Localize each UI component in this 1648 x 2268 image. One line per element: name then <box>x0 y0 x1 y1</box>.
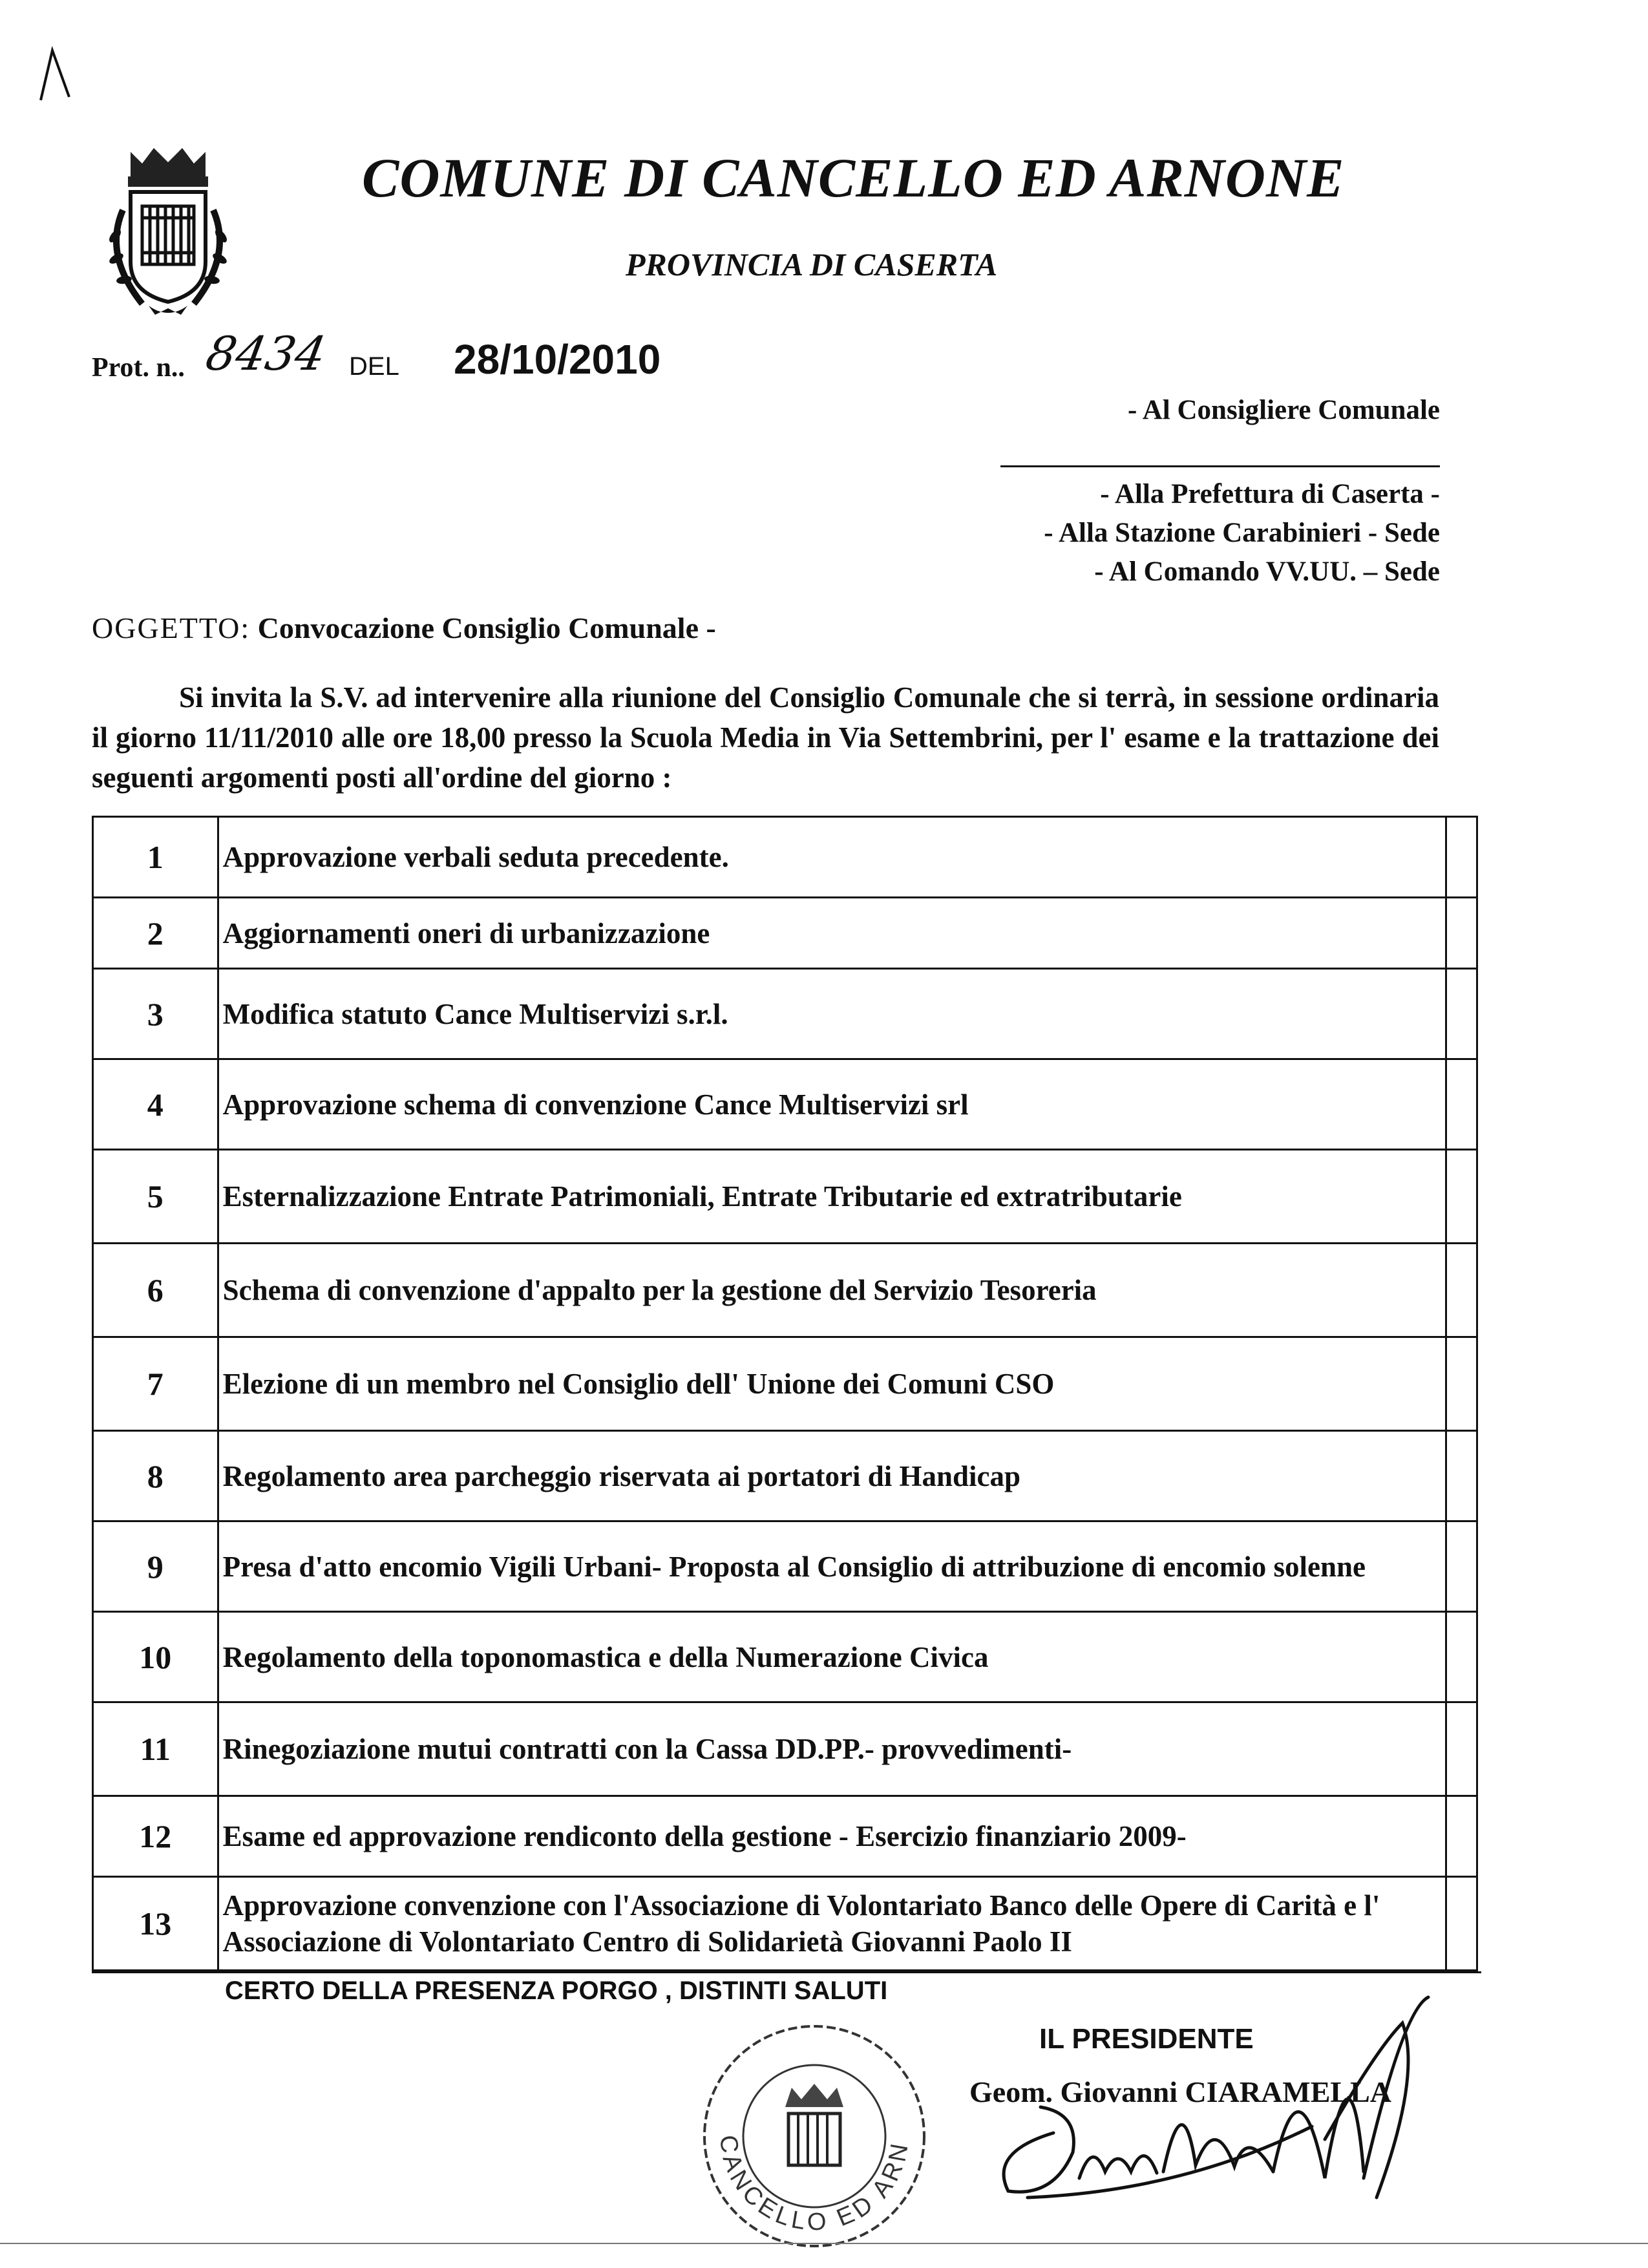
agenda-text: Presa d'atto encomio Vigili Urbani- Proposta al Consiglio di attribuzione di encomio solenne <box>218 1521 1446 1612</box>
agenda-check-cell <box>1446 1877 1477 1971</box>
municipality-title: COMUNE DI CANCELLO ED ARNONE <box>362 147 1345 209</box>
recipient-underline <box>1000 465 1440 467</box>
agenda-number: 5 <box>93 1150 218 1244</box>
agenda-text: Approvazione verbali seduta precedente. <box>218 817 1446 898</box>
recipient-councillor: - Al Consigliere Comunale <box>1128 395 1440 425</box>
stamp-text: CANCELLO ED ARN <box>714 2134 914 2236</box>
agenda-number: 8 <box>93 1431 218 1521</box>
table-row <box>93 817 1477 898</box>
recipient-prefecture: - Alla Prefettura di Caserta - <box>1100 479 1440 509</box>
agenda-check-cell <box>1446 1612 1477 1702</box>
table-bottom-rule <box>92 1971 1481 1973</box>
agenda-check-cell <box>1446 1337 1477 1431</box>
agenda-check-cell <box>1446 969 1477 1059</box>
agenda-text: Regolamento della toponomastica e della Numerazione Civica <box>218 1612 1446 1702</box>
agenda-check-cell <box>1446 898 1477 969</box>
recipient-carabinieri: - Alla Stazione Carabinieri - Sede <box>1044 518 1440 548</box>
municipal-crest-icon <box>90 139 246 326</box>
table-row <box>93 1877 1477 1971</box>
president-name: Geom. Giovanni CIARAMELLA <box>969 2075 1391 2108</box>
agenda-check-cell <box>1446 1244 1477 1337</box>
agenda-number: 13 <box>93 1877 218 1971</box>
agenda-text: Schema di convenzione d'appalto per la gestione del Servizio Tesoreria <box>218 1244 1446 1337</box>
agenda-number: 12 <box>93 1796 218 1877</box>
president-title: IL PRESIDENTE <box>1039 2023 1254 2055</box>
agenda-text: Regolamento area parcheggio riservata ai portatori di Handicap <box>218 1431 1446 1521</box>
agenda-text: Esternalizzazione Entrate Patrimoniali, Entrate Tributarie ed extratributarie <box>218 1150 1446 1244</box>
table-row <box>93 898 1477 969</box>
official-stamp-icon <box>695 2017 934 2256</box>
agenda-check-cell <box>1446 1059 1477 1150</box>
province-subtitle: PROVINCIA DI CASERTA <box>626 246 998 282</box>
agenda-number: 1 <box>93 817 218 898</box>
table-row <box>93 1059 1477 1150</box>
agenda-check-cell <box>1446 1796 1477 1877</box>
table-row <box>93 1702 1477 1796</box>
agenda-number: 10 <box>93 1612 218 1702</box>
agenda-text: Approvazione convenzione con l'Associazione di Volontariato Banco delle Opere di Carità e l' Associazione di Volontariato Centro di Solidarietà Giovanni Paolo II <box>218 1877 1446 1971</box>
subject-line <box>92 611 716 645</box>
table-row <box>93 1244 1477 1337</box>
agenda-text: Esame ed approvazione rendiconto della gestione - Esercizio finanziario 2009- <box>218 1796 1446 1877</box>
protocol-label: Prot. n.. <box>92 353 185 383</box>
table-row <box>93 1150 1477 1244</box>
table-row <box>93 1612 1477 1702</box>
subject-text: Convocazione Consiglio Comunale - <box>257 611 716 644</box>
recipient-police: - Al Comando VV.UU. – Sede <box>1094 556 1440 587</box>
agenda-number: 11 <box>93 1702 218 1796</box>
table-row <box>93 1431 1477 1521</box>
agenda-text: Rinegoziazione mutui contratti con la Cassa DD.PP.- provvedimenti- <box>218 1702 1446 1796</box>
agenda-check-cell <box>1446 1150 1477 1244</box>
corner-mark <box>36 45 74 107</box>
protocol-date: 28/10/2010 <box>454 336 661 383</box>
agenda-text: Aggiornamenti oneri di urbanizzazione <box>218 898 1446 969</box>
agenda-number: 9 <box>93 1521 218 1612</box>
closing-greeting: CERTO DELLA PRESENZA PORGO , DISTINTI SALUTI <box>225 1977 888 2005</box>
agenda-text: Elezione di un membro nel Consiglio dell' Unione dei Comuni CSO <box>218 1337 1446 1431</box>
protocol-number: 8434 <box>202 326 330 381</box>
agenda-check-cell <box>1446 817 1477 898</box>
table-row <box>93 1337 1477 1431</box>
agenda-text: Modifica statuto Cance Multiservizi s.r.l. <box>218 969 1446 1059</box>
handwritten-signature-icon <box>911 1984 1467 2204</box>
agenda-number: 2 <box>93 898 218 969</box>
agenda-number: 7 <box>93 1337 218 1431</box>
table-row <box>93 969 1477 1059</box>
intro-paragraph: Si invita la S.V. ad intervenire alla riunione del Consiglio Comunale che si terrà, in sessione ordinaria il giorno 11/11/2010 alle ore 18,00 presso la Scuola Media in Via Settembrini, per l' esame e la trattazione dei seguenti argomenti posti all'ordine del giorno : <box>92 681 1439 794</box>
table-row <box>93 1796 1477 1877</box>
agenda-text: Approvazione schema di convenzione Cance Multiservizi srl <box>218 1059 1446 1150</box>
agenda-number: 3 <box>93 969 218 1059</box>
table-row <box>93 1521 1477 1612</box>
agenda-table <box>92 816 1478 1971</box>
subject-label: OGGETTO: <box>92 611 251 644</box>
agenda-number: 4 <box>93 1059 218 1150</box>
agenda-check-cell <box>1446 1521 1477 1612</box>
agenda-number: 6 <box>93 1244 218 1337</box>
agenda-check-cell <box>1446 1431 1477 1521</box>
agenda-check-cell <box>1446 1702 1477 1796</box>
del-label: DEL <box>349 352 399 381</box>
scan-edge-line <box>0 2243 1648 2244</box>
